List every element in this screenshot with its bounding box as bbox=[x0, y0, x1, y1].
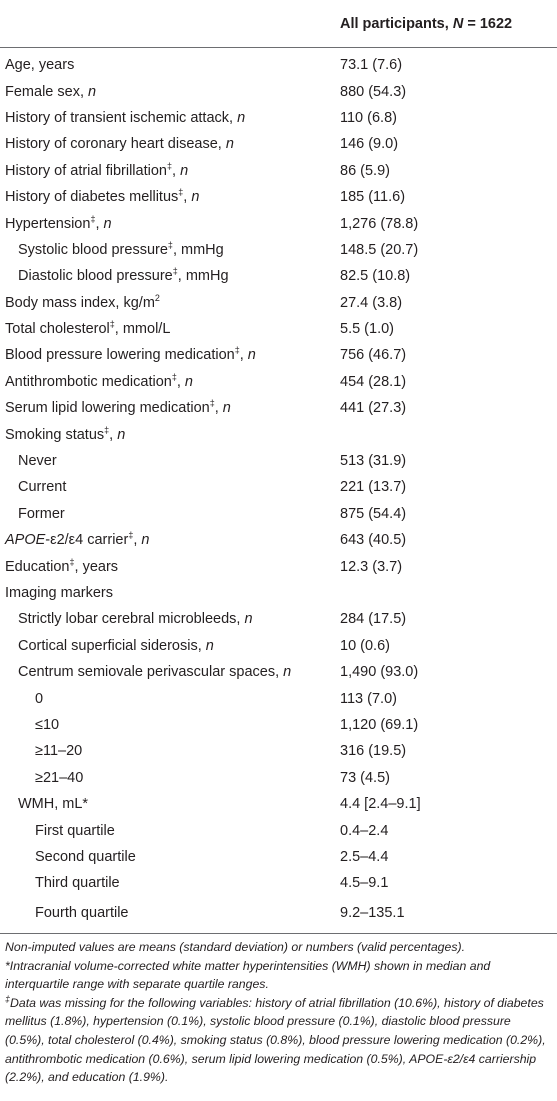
row-value: 73 (4.5) bbox=[340, 769, 390, 786]
table-row bbox=[0, 791, 557, 817]
table-row bbox=[0, 48, 557, 79]
row-label: Second quartile bbox=[35, 848, 136, 865]
row-label: Smoking status‡, n bbox=[5, 424, 126, 443]
header-label: All participants, bbox=[340, 16, 453, 32]
row-value: 643 (40.5) bbox=[340, 532, 407, 549]
row-label: Education‡, years bbox=[5, 556, 119, 575]
table-row bbox=[0, 448, 557, 474]
row-label: Cortical superficial siderosis, n bbox=[18, 637, 214, 654]
row-value bbox=[340, 580, 557, 606]
row-label: Body mass index, $kg/m^2$ bbox=[5, 292, 160, 311]
table-row bbox=[0, 606, 557, 632]
table-row bbox=[0, 395, 557, 421]
row-value: 756 (46.7) bbox=[340, 347, 407, 364]
row-value: 4.5–9.1 bbox=[340, 875, 389, 892]
table-row bbox=[0, 633, 557, 659]
row-label: History of transient ischemic attack, n bbox=[5, 109, 246, 126]
row-label: Blood pressure lowering medication‡, n bbox=[5, 345, 256, 364]
table-row bbox=[0, 316, 557, 342]
table-row bbox=[0, 817, 557, 843]
header-all-participants bbox=[340, 1, 557, 48]
header-empty-cell bbox=[0, 1, 340, 48]
row-label: Fourth quartile bbox=[0, 897, 340, 934]
table-row bbox=[0, 131, 557, 157]
row-label: First quartile bbox=[35, 822, 115, 839]
table-row bbox=[0, 765, 557, 791]
row-label: Third quartile bbox=[35, 875, 120, 892]
row-label: Total cholesterol‡, mmol/L bbox=[5, 319, 171, 338]
row-label: Female sex, n bbox=[5, 83, 97, 100]
row-label: Strictly lobar cerebral microbleeds, n bbox=[18, 611, 253, 628]
row-value: 316 (19.5) bbox=[340, 743, 407, 760]
row-value: 513 (31.9) bbox=[340, 453, 407, 470]
row-value: 10 (0.6) bbox=[340, 637, 390, 654]
row-value: 113 (7.0) bbox=[340, 690, 397, 707]
table-row bbox=[0, 210, 557, 236]
table-row bbox=[0, 158, 557, 184]
row-value: 27.4 (3.8) bbox=[340, 294, 403, 311]
table-row bbox=[0, 184, 557, 210]
table-row bbox=[0, 290, 557, 316]
row-label: Systolic blood pressure‡, mmHg bbox=[18, 240, 224, 258]
footnote-values: Non-imputed values are means (standard deviation) or numbers (valid percentages). bbox=[5, 940, 465, 954]
table-row bbox=[0, 738, 557, 764]
row-value: 148.5 (20.7) bbox=[340, 241, 419, 258]
table-row bbox=[0, 844, 557, 870]
row-value: 875 (54.4) bbox=[340, 505, 407, 522]
row-value: 4.4 [2.4–9.1] bbox=[340, 796, 421, 813]
row-value: 454 (28.1) bbox=[340, 373, 407, 390]
row-value: 73.1 (7.6) bbox=[340, 57, 403, 74]
row-value: 2.5–4.4 bbox=[340, 848, 389, 865]
row-label: Centrum semiovale perivascular spaces, n bbox=[18, 664, 292, 681]
row-value: 284 (17.5) bbox=[340, 611, 407, 628]
row-label: Never bbox=[18, 453, 57, 470]
row-value: 221 (13.7) bbox=[340, 479, 407, 496]
table-row bbox=[0, 78, 557, 104]
table-row bbox=[0, 712, 557, 738]
row-label: Current bbox=[18, 479, 67, 496]
header-n-value: = 1622 bbox=[463, 16, 513, 32]
table-row bbox=[0, 421, 557, 447]
table-footnotes bbox=[5, 938, 553, 1087]
row-value: 146 (9.0) bbox=[340, 136, 399, 153]
row-label: Imaging markers bbox=[5, 585, 113, 601]
row-label: WMH, mL* bbox=[18, 796, 89, 813]
row-label: ≥11–20 bbox=[35, 743, 83, 760]
row-value: 0.4–2.4 bbox=[340, 822, 389, 839]
row-value: 86 (5.9) bbox=[340, 162, 390, 179]
row-label: APOE-ε2/ε4 carrier‡, n bbox=[5, 530, 150, 549]
table-row bbox=[0, 659, 557, 685]
header-n-symbol: N bbox=[452, 16, 464, 32]
row-label: Diastolic blood pressure‡, mmHg bbox=[18, 266, 229, 285]
table-header-row bbox=[0, 1, 557, 48]
footnote-missing-text: Data was missing for the following variables: history of atrial fibrillation (10.6%), history of diabetes mellitus (1.8%), hypertension (0.1%), systolic blood pressure (0.1%), diastolic blood pressure (0.5%), total cholesterol (0.4%), smoking status (0.8%), blood pressure lowering medication (0.2%), antithrombotic medication (0.6%), serum lipid lowering medication (0.5%), APOE-ε2/ε4 carriership (2.2%), and education (1.9%). bbox=[5, 995, 546, 1085]
table-row bbox=[0, 580, 557, 606]
row-label: Age, years bbox=[5, 57, 75, 74]
row-label: Hypertension‡, n bbox=[5, 213, 112, 232]
row-label: Serum lipid lowering medication‡, n bbox=[5, 398, 231, 417]
table-row bbox=[0, 342, 557, 368]
table-row bbox=[0, 369, 557, 395]
row-label: History of atrial fibrillation‡, n bbox=[5, 160, 189, 179]
table-row bbox=[0, 474, 557, 500]
row-label: ≤10 bbox=[35, 716, 60, 733]
footnote-wmh: *Intracranial volume-corrected white matter hyperintensities (WMH) shown in median and interquartile range with separate quartile ranges. bbox=[5, 958, 491, 992]
row-value: 12.3 (3.7) bbox=[340, 558, 403, 575]
table-row bbox=[0, 870, 557, 896]
row-label: Antithrombotic medication‡, n bbox=[5, 372, 193, 390]
row-label: 0 bbox=[35, 690, 44, 707]
footnote-missing-marker: ‡ bbox=[5, 993, 11, 1004]
row-value: 185 (11.6) bbox=[340, 189, 406, 206]
footnote-missing bbox=[5, 994, 553, 1087]
table-row bbox=[0, 527, 557, 553]
row-label: ≥21–40 bbox=[35, 769, 84, 786]
table-row bbox=[0, 263, 557, 289]
row-value: 441 (27.3) bbox=[340, 400, 407, 417]
table-row bbox=[0, 237, 557, 263]
row-label: Former bbox=[18, 505, 65, 522]
row-label: History of coronary heart disease, n bbox=[5, 136, 234, 153]
row-value bbox=[340, 421, 557, 447]
table-row bbox=[0, 553, 557, 579]
row-value: 9.2–135.1 bbox=[340, 897, 557, 934]
row-value: 1,490 (93.0) bbox=[340, 664, 419, 681]
table-row bbox=[0, 897, 557, 934]
row-value: 1,276 (78.8) bbox=[340, 215, 419, 232]
row-label: History of diabetes mellitus‡, n bbox=[5, 187, 200, 206]
row-value: 1,120 (69.1) bbox=[340, 716, 419, 733]
table-row bbox=[0, 685, 557, 711]
table-row bbox=[0, 501, 557, 527]
row-value: 110 (6.8) bbox=[340, 109, 397, 126]
row-value: 880 (54.3) bbox=[340, 83, 407, 100]
row-value: 5.5 (1.0) bbox=[340, 321, 394, 338]
table-body bbox=[0, 48, 557, 934]
row-value: 82.5 (10.8) bbox=[340, 268, 411, 285]
table-row bbox=[0, 105, 557, 131]
